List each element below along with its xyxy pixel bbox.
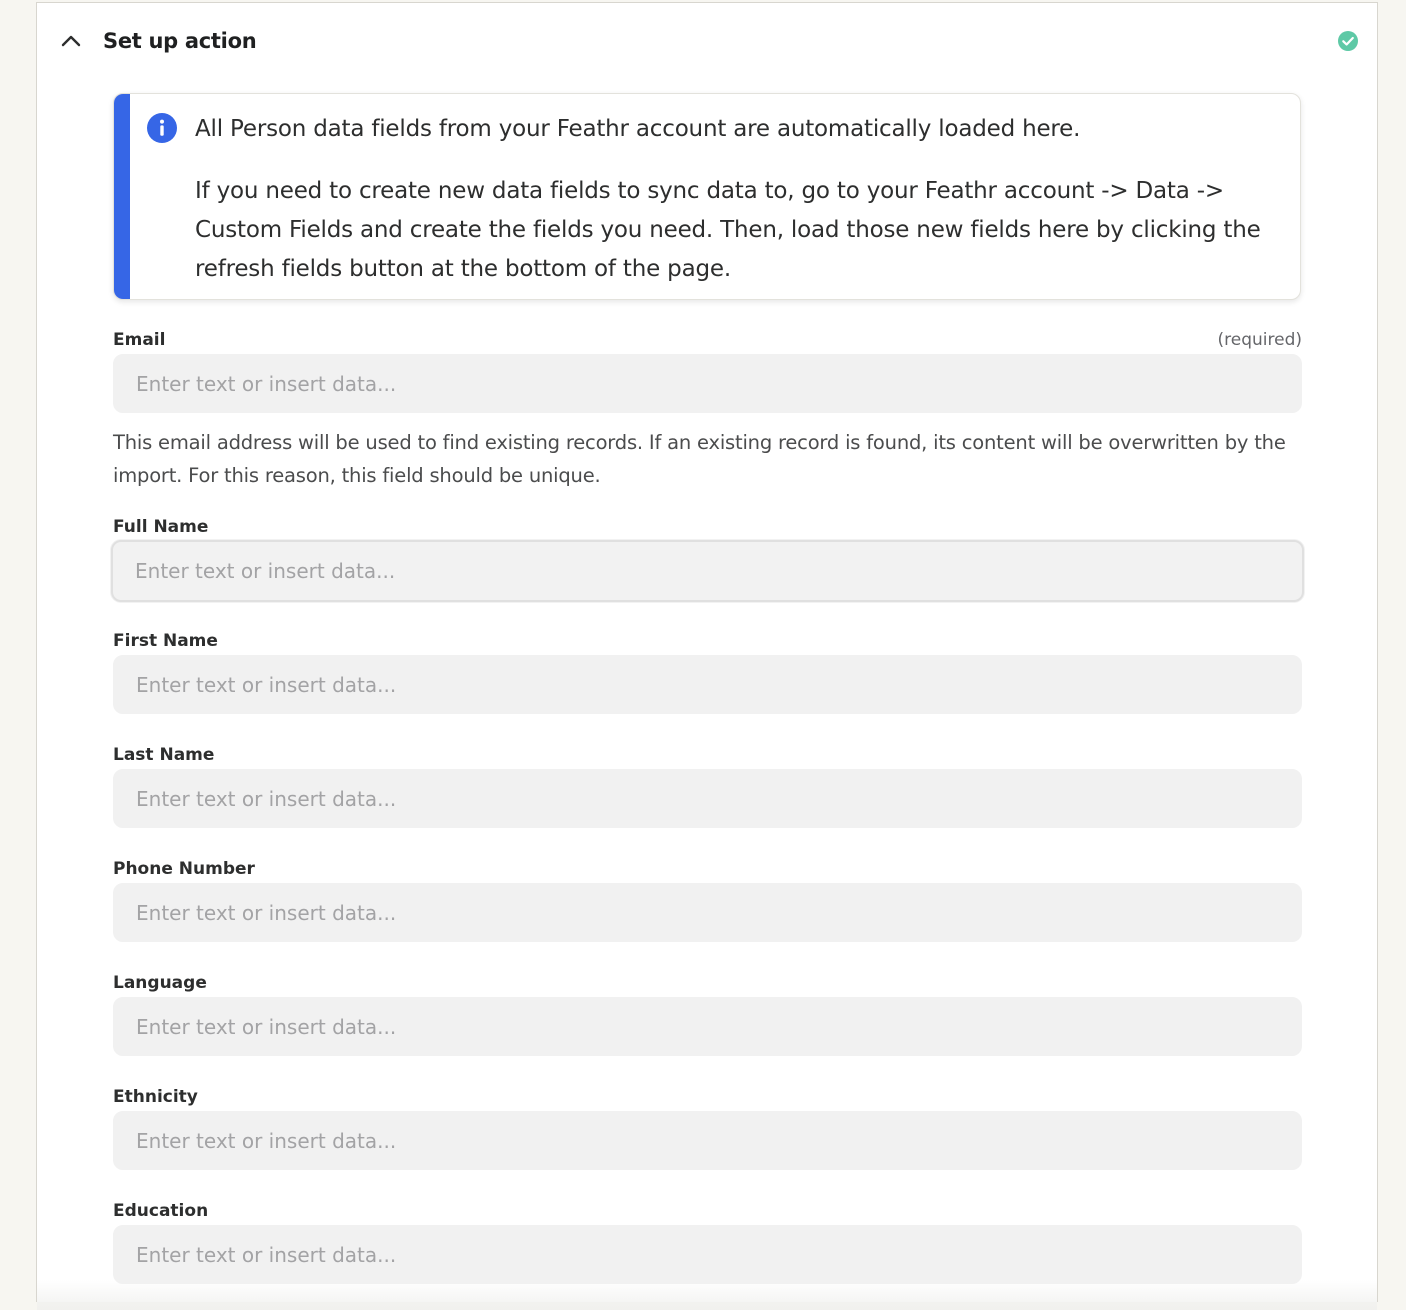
- field-education: [113, 1201, 1302, 1291]
- info-message-secondary: If you need to create new data fields to sync data to, go to your Feathr account -> Data -> Custom Fields and create the fields you need. Then, load those new fields here by clicking the refresh fields button at the bottom of the page.: [195, 178, 1261, 282]
- scroll-fade: [37, 1280, 1377, 1310]
- field-label: Ethnicity: [113, 1087, 198, 1107]
- field-full-name: [113, 517, 1302, 607]
- check-circle-icon: [1337, 30, 1359, 52]
- info-message-primary: All Person data fields from your Feathr account are automatically loaded here.: [195, 116, 1081, 142]
- last-name-input[interactable]: [113, 769, 1302, 828]
- field-email: [113, 330, 1302, 490]
- info-icon: [147, 113, 177, 143]
- info-alert: [113, 93, 1301, 300]
- phone-number-input[interactable]: [113, 883, 1302, 942]
- education-input[interactable]: [113, 1225, 1302, 1284]
- info-accent-bar: [114, 94, 130, 299]
- field-label: Education: [113, 1201, 209, 1221]
- ethnicity-input[interactable]: [113, 1111, 1302, 1170]
- field-ethnicity: [113, 1087, 1302, 1177]
- setup-action-panel: [36, 2, 1378, 1302]
- field-label: Language: [113, 973, 207, 993]
- language-input[interactable]: [113, 997, 1302, 1056]
- field-label: Phone Number: [113, 859, 255, 879]
- field-label: Last Name: [113, 745, 215, 765]
- chevron-up-icon: [61, 35, 81, 47]
- field-label: First Name: [113, 631, 218, 651]
- required-indicator: (required): [1217, 330, 1302, 350]
- field-label: Email: [113, 330, 166, 350]
- field-phone-number: [113, 859, 1302, 949]
- email-input[interactable]: [113, 354, 1302, 413]
- field-last-name: [113, 745, 1302, 835]
- field-language: [113, 973, 1302, 1063]
- first-name-input[interactable]: [113, 655, 1302, 714]
- field-help-text: This email address will be used to find existing records. If an existing record is found, its content will be overwritten by the import. For this reason, this field should be unique.: [113, 431, 1286, 487]
- section-title: Set up action: [103, 29, 257, 53]
- full-name-input[interactable]: [111, 540, 1304, 602]
- field-label: Full Name: [113, 517, 209, 537]
- collapse-button[interactable]: [59, 29, 83, 53]
- field-first-name: [113, 631, 1302, 721]
- section-header[interactable]: [37, 3, 1377, 79]
